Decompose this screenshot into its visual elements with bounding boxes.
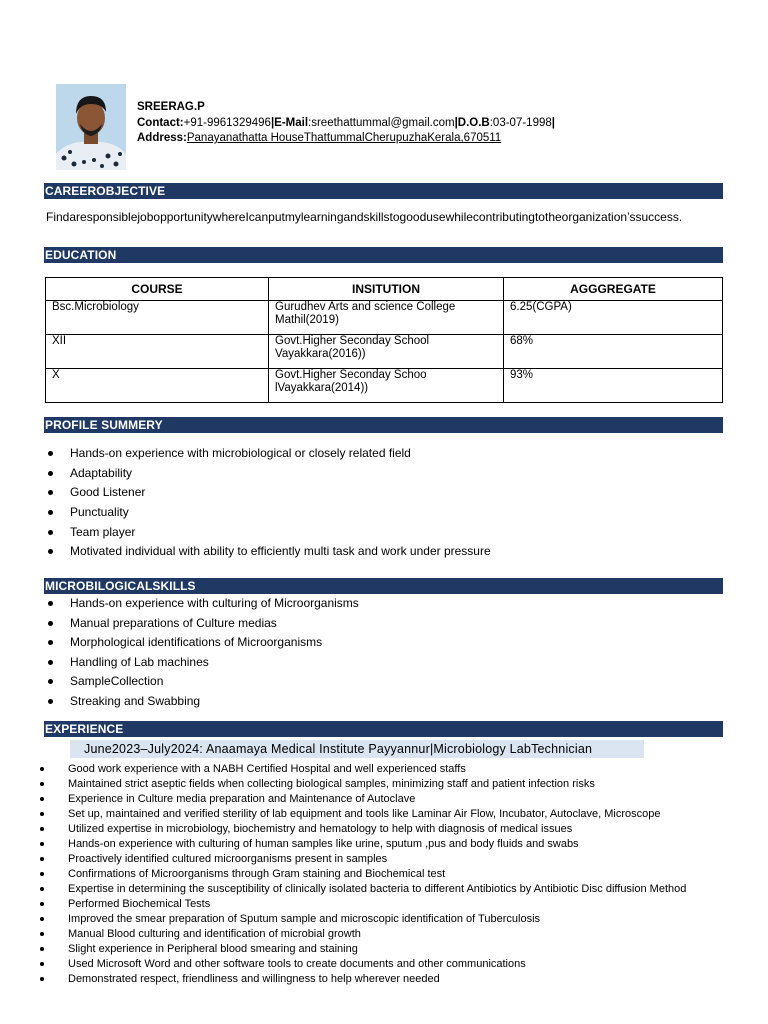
address-label: Address: — [137, 132, 187, 144]
experience-job-title: June2023–July2024: Anaamaya Medical Institute Payyannur|Microbiology LabTechnician — [70, 740, 644, 758]
table-cell: Gurudhev Arts and science College Mathil(2019) — [269, 301, 504, 335]
dob-value: :03-07-1998 — [489, 116, 552, 129]
list-item: Hands-on experience with microbiological or closely related field — [46, 446, 491, 466]
table-cell: 6.25(CGPA) — [504, 301, 723, 335]
dob-label: D.O.B — [457, 116, 490, 129]
email-label: E-Mail — [274, 116, 309, 129]
list-item: Motivated individual with ability to efficiently multi task and work under pressure — [46, 544, 491, 564]
separator: | — [454, 116, 458, 129]
table-cell: Bsc.Microbiology — [46, 301, 269, 335]
list-item: Good Listener — [46, 485, 491, 505]
section-header-education: EDUCATION — [44, 247, 723, 263]
table-cell: 93% — [504, 369, 723, 403]
list-item: Hands-on experience with culturing of Microorganisms — [46, 596, 359, 616]
list-item: Manual Blood culturing and identification of microbial growth — [36, 927, 736, 942]
table-cell: X — [46, 369, 269, 403]
column-header-aggregate: AGGGREGATE — [504, 278, 723, 301]
list-item: Streaking and Swabbing — [46, 694, 359, 714]
table-cell: 68% — [504, 335, 723, 369]
list-item: Manual preparations of Culture medias — [46, 616, 359, 636]
section-header-experience: EXPERIENCE — [44, 721, 723, 737]
phone-number: +91-9961329496 — [183, 116, 271, 129]
experience-list — [36, 762, 736, 987]
microbiological-skills-list — [46, 596, 359, 714]
column-header-institution: INSITUTION — [269, 278, 504, 301]
table-header-row — [46, 278, 723, 301]
section-header-microbiological-skills: MICROBILOGICALSKILLS — [44, 578, 723, 594]
list-item: Slight experience in Peripheral blood smearing and staining — [36, 942, 736, 957]
table-row — [46, 301, 723, 335]
list-item: Set up, maintained and verified sterility of lab equipment and tools like Laminar Air Flow, Incubator, Autoclave, Microscope — [36, 807, 736, 822]
header-block — [137, 100, 555, 147]
list-item: SampleCollection — [46, 674, 359, 694]
list-item: Improved the smear preparation of Sputum sample and microscopic identification of Tuberculosis — [36, 912, 736, 927]
profile-photo — [56, 84, 126, 170]
list-item: Handling of Lab machines — [46, 655, 359, 675]
list-item: Used Microsoft Word and other software tools to create documents and other communications — [36, 957, 736, 972]
section-header-profile-summary: PROFILE SUMMERY — [44, 417, 723, 433]
list-item: Team player — [46, 525, 491, 545]
list-item: Experience in Culture media preparation and Maintenance of Autoclave — [36, 792, 736, 807]
table-row — [46, 369, 723, 403]
list-item: Adaptability — [46, 466, 491, 486]
email-address[interactable]: :sreethattummal@gmail.com — [308, 116, 455, 129]
list-item: Demonstrated respect, friendliness and willingness to help wherever needed — [36, 972, 736, 987]
education-table — [45, 277, 723, 403]
list-item: Expertise in determining the susceptibility of clinically isolated bacteria to different Antibiotics by Antibiotic Disc diffusion Method — [36, 882, 736, 897]
table-cell: Govt.Higher Seconday School Vayakkara(2016)) — [269, 335, 504, 369]
separator: | — [270, 116, 275, 129]
list-item: Good work experience with a NABH Certified Hospital and well experienced staffs — [36, 762, 736, 777]
address-line — [137, 131, 555, 147]
list-item: Punctuality — [46, 505, 491, 525]
profile-summary-list — [46, 446, 491, 564]
table-row — [46, 335, 723, 369]
address-value: Panayanathatta HouseThattummalCherupuzhaKerala,670511 — [186, 132, 502, 144]
contact-line — [137, 116, 555, 132]
table-cell: XII — [46, 335, 269, 369]
list-item: Proactively identified cultured microorganisms present in samples — [36, 852, 736, 867]
candidate-name: SREERAG.P — [137, 101, 205, 113]
list-item: Confirmations of Microorganisms through Gram staining and Biochemical test — [36, 867, 736, 882]
person-photo-icon — [56, 84, 126, 170]
section-header-career-objective: CAREEROBJECTIVE — [44, 183, 723, 199]
list-item: Maintained strict aseptic fields when collecting biological samples, minimizing staff and patient infection risks — [36, 777, 736, 792]
career-objective-text: FindaresponsiblejobopportunitywhereIcanputmylearningandskillstogoodusewhilecontributingtotheorganization’ssuccess. — [46, 210, 683, 224]
contact-label: Contact: — [137, 116, 184, 129]
list-item: Utilized expertise in microbiology, biochemistry and hematology to help with diagnosis of medical issues — [36, 822, 736, 837]
table-cell: Govt.Higher Seconday Schoo lVayakkara(2014)) — [269, 369, 504, 403]
list-item: Hands-on experience with culturing of human samples like urine, sputum ,pus and body fluids and swabs — [36, 837, 736, 852]
separator: | — [551, 116, 555, 129]
column-header-course: COURSE — [46, 278, 269, 301]
list-item: Morphological identifications of Microorganisms — [46, 635, 359, 655]
list-item: Performed Biochemical Tests — [36, 897, 736, 912]
